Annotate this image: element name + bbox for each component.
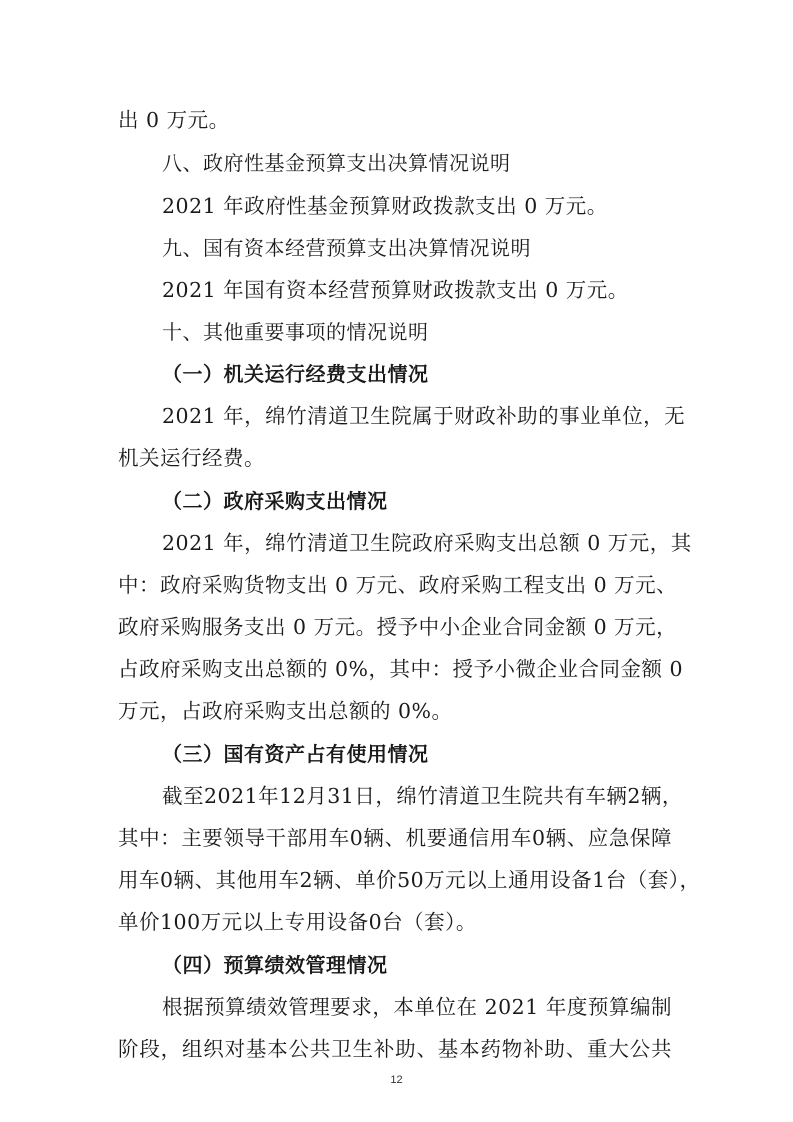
section-heading: 九、国有资本经营预算支出决算情况说明 — [162, 236, 531, 260]
text-line: 2021 年，绵竹清道卫生院政府采购支出总额 0 万元，其 — [162, 531, 692, 555]
section-heading: 十、其他重要事项的情况说明 — [162, 320, 429, 344]
text-line: 其中：主要领导干部用车0辆、机要通信用车0辆、应急保障 — [118, 826, 672, 850]
subsection-heading: （四）预算绩效管理情况 — [162, 953, 388, 977]
subsection-heading: （一）机关运行经费支出情况 — [162, 362, 429, 386]
page-number: 12 — [390, 1074, 403, 1086]
text-line: 出 0 万元。 — [118, 108, 230, 132]
text-line: 截至2021年12月31日，绵竹清道卫生院共有车辆2辆， — [162, 784, 683, 808]
text-line: 万元，占政府采购支出总额的 0%。 — [118, 699, 453, 723]
text-line: 政府采购服务支出 0 万元。授予中小企业合同金额 0 万元， — [118, 615, 678, 639]
text-line: 用车0辆、其他用车2辆、单价50万元以上通用设备1台（套）， — [118, 868, 701, 892]
text-line: 单价100万元以上专用设备0台（套）。 — [118, 910, 477, 934]
text-line: 2021 年国有资本经营预算财政拨款支出 0 万元。 — [162, 278, 629, 302]
subsection-heading: （二）政府采购支出情况 — [162, 489, 388, 513]
text-line: 2021 年，绵竹清道卫生院属于财政补助的事业单位，无 — [162, 404, 686, 428]
text-line: 阶段，组织对基本公共卫生补助、基本药物补助、重大公共 — [118, 1037, 672, 1061]
text-line: 2021 年政府性基金预算财政拨款支出 0 万元。 — [162, 194, 608, 218]
section-heading: 八、政府性基金预算支出决算情况说明 — [162, 151, 511, 175]
text-line: 中：政府采购货物支出 0 万元、政府采购工程支出 0 万元、 — [118, 573, 678, 597]
subsection-heading: （三）国有资产占有使用情况 — [162, 742, 429, 766]
text-line: 根据预算绩效管理要求，本单位在 2021 年度预算编制 — [162, 995, 672, 1019]
text-line: 占政府采购支出总额的 0%，其中：授予小微企业合同金额 0 — [118, 657, 684, 681]
text-line: 机关运行经费。 — [118, 446, 265, 470]
